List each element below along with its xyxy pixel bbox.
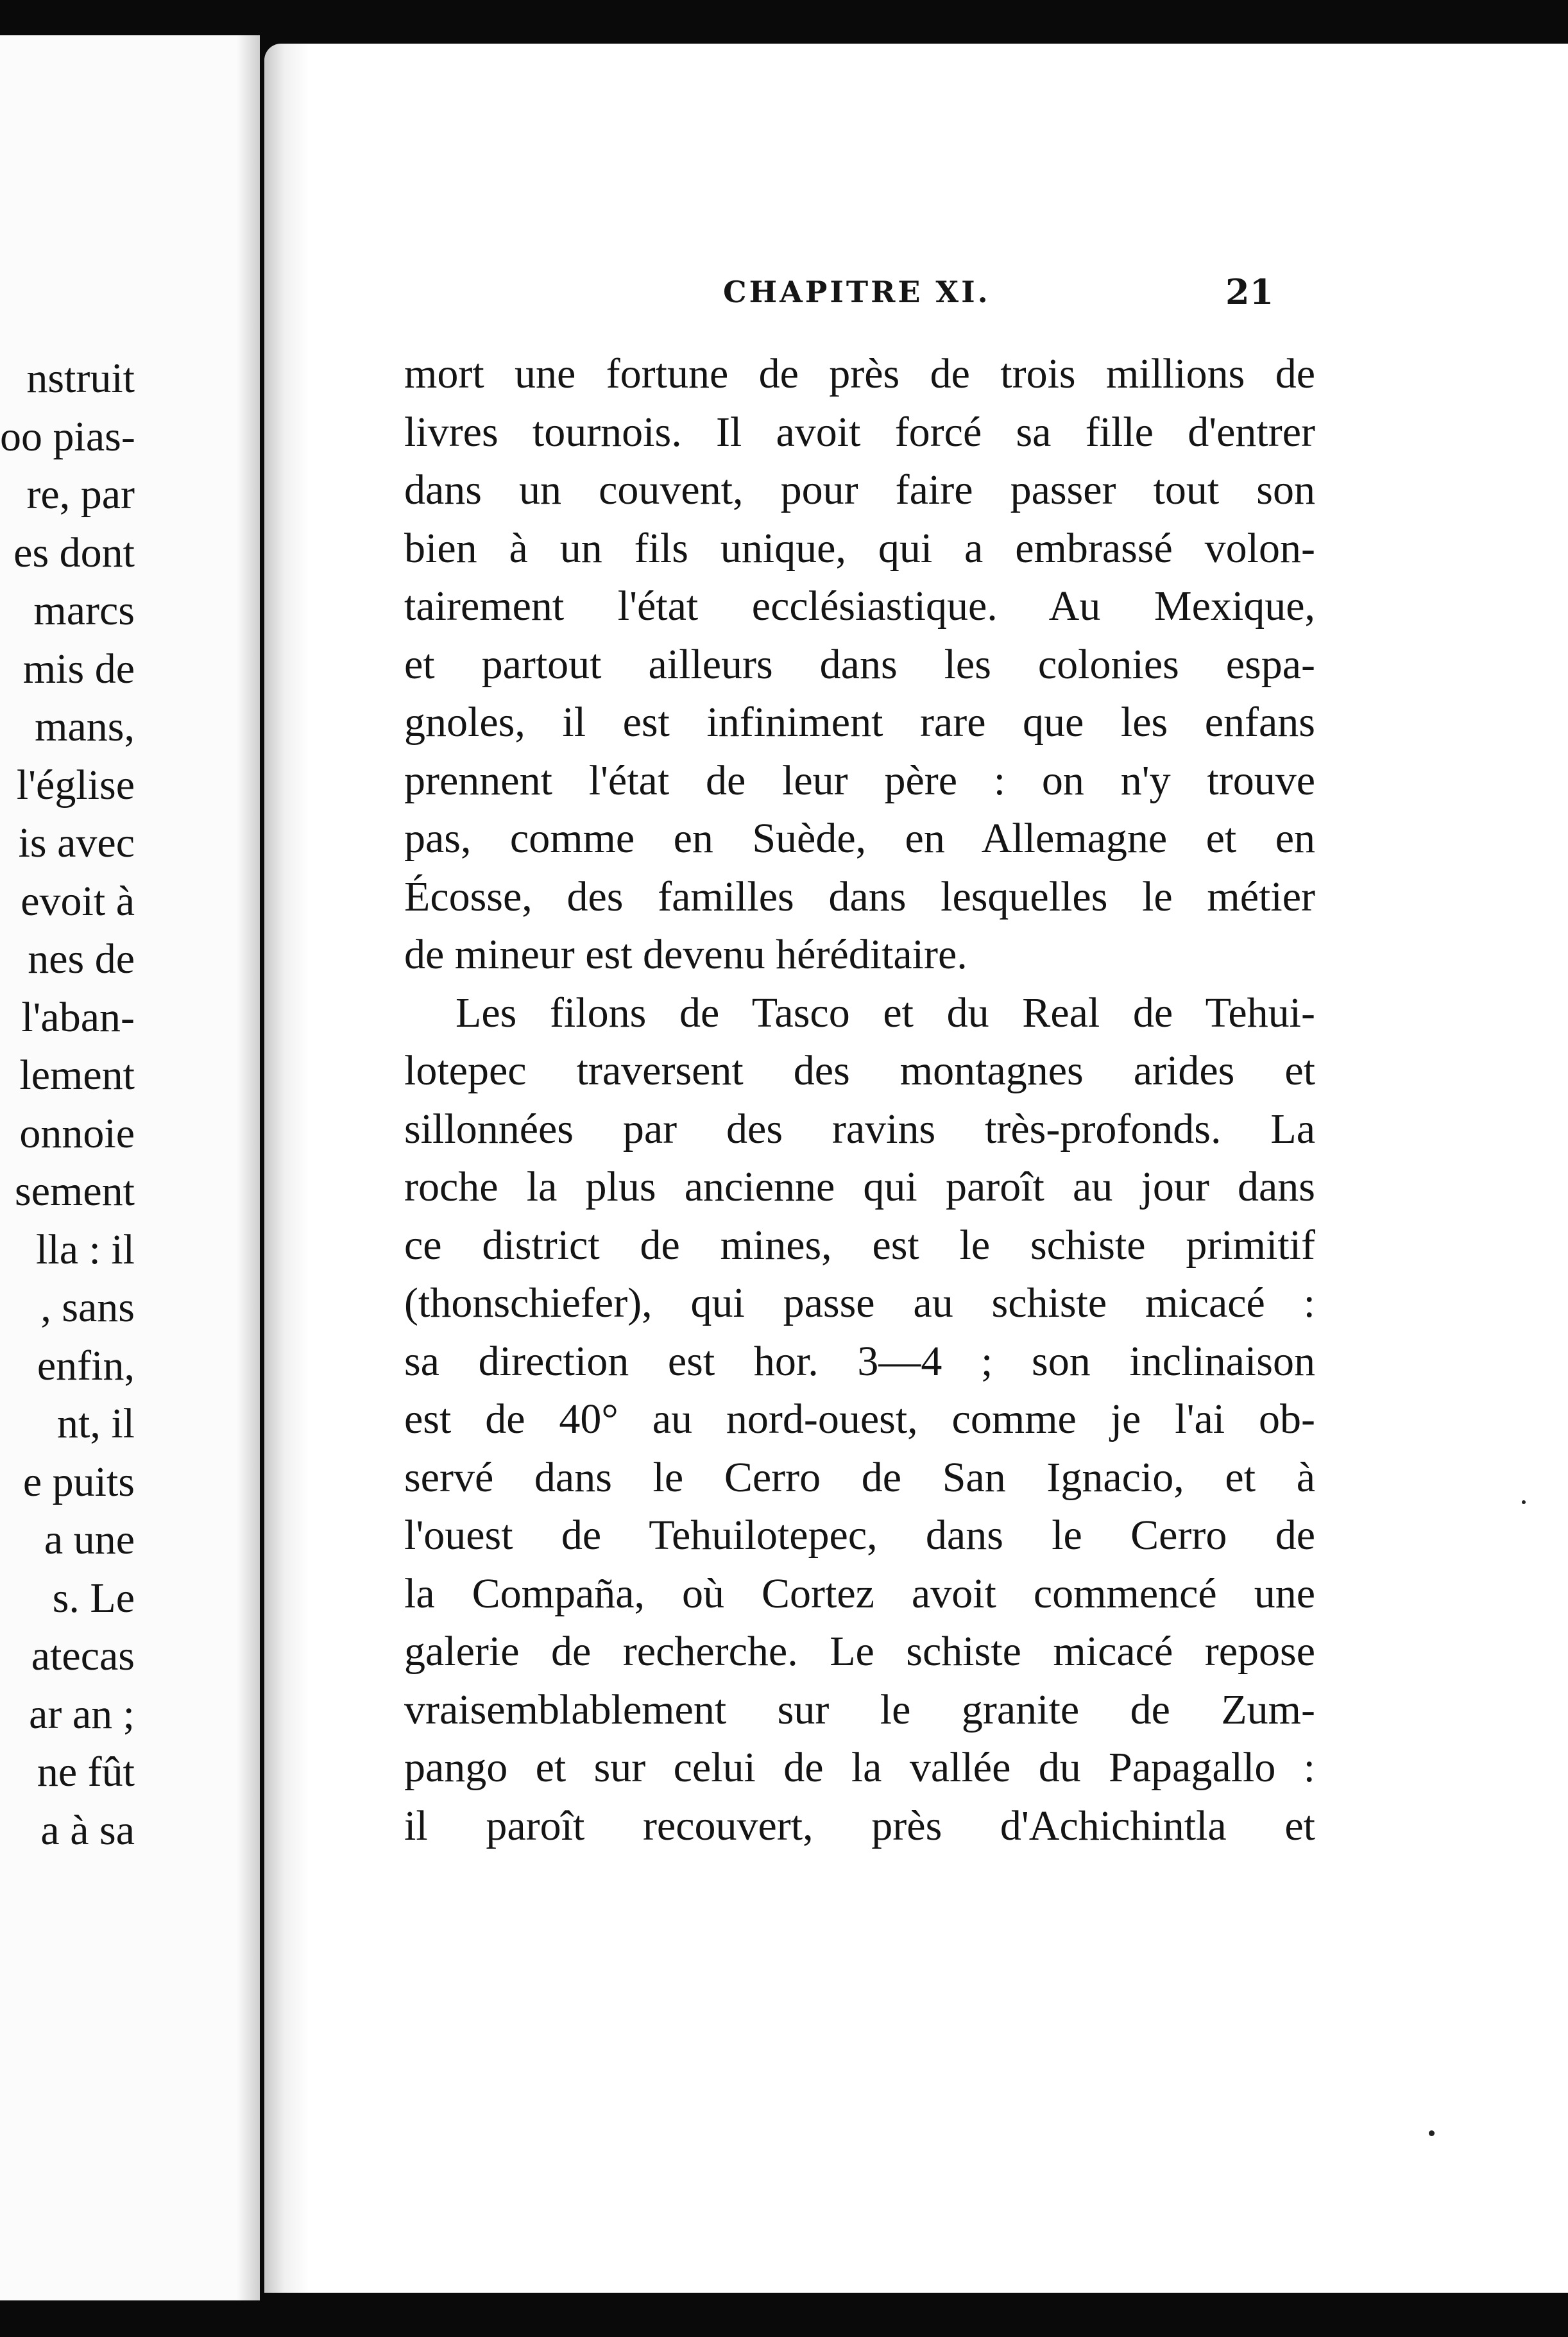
text-line: dans un couvent, pour faire passer tout son	[404, 467, 1315, 513]
text-line: l'ouest de Tehuilotepec, dans le Cerro de	[404, 1512, 1315, 1559]
text-line: gnoles, il est infiniment rare que les enfans	[404, 699, 1315, 746]
text-line: tairement l'état ecclésiastique. Au Mexique,	[404, 583, 1315, 629]
text-line: (thonschiefer), qui passe au schiste micacé :	[404, 1280, 1315, 1326]
left-page-line: e puits	[22, 1458, 135, 1505]
text-line: ce district de mines, est le schiste primitif	[404, 1221, 1315, 1269]
page-number: 21	[1225, 271, 1274, 312]
running-head: CHAPITRE XI.	[723, 275, 991, 309]
left-page-line: is avec	[18, 819, 135, 866]
left-page-line: a une	[44, 1516, 135, 1563]
text-line: est de 40° au nord-ouest, comme je l'ai ob-	[404, 1396, 1315, 1442]
body-text	[404, 345, 1315, 1855]
text-line: roche la plus ancienne qui paroît au jour dans	[404, 1163, 1315, 1210]
left-page-line: re, par	[26, 471, 135, 518]
left-page-line: enfin,	[37, 1342, 135, 1389]
left-page-line: l'aban-	[21, 993, 135, 1041]
left-page-text-column	[0, 350, 135, 1860]
left-page-line: mans,	[35, 703, 135, 750]
left-page-line: nt, il	[56, 1400, 135, 1447]
scan-speck	[1429, 2130, 1435, 2136]
left-page-line: sement	[15, 1168, 135, 1215]
left-page-line: l'église	[16, 761, 135, 809]
left-page-line: evoit à	[21, 877, 135, 925]
left-page-line: onnoie	[19, 1109, 135, 1157]
left-page-line: lement	[19, 1052, 135, 1099]
left-page-line: nes de	[28, 936, 135, 982]
text-line: la Compaña, où Cortez avoit commencé une	[404, 1570, 1315, 1617]
text-line: prennent l'état de leur père : on n'y trouve	[404, 757, 1315, 804]
text-line: bien à un fils unique, qui a embrassé volon-	[404, 524, 1315, 572]
scan-speck	[1522, 1500, 1526, 1504]
text-line-paragraph-end: de mineur est devenu héréditaire.	[404, 931, 967, 978]
text-line: mort une fortune de près de trois millions de	[404, 350, 1315, 397]
left-page-line: marcs	[33, 587, 135, 634]
left-page-line: ne fût	[37, 1749, 135, 1795]
left-page-line: lla : il	[36, 1226, 135, 1273]
text-line: vraisemblablement sur le granite de Zum-	[404, 1686, 1315, 1733]
text-line: et partout ailleurs dans les colonies espa-	[404, 640, 1315, 688]
left-page-line: ar an ;	[29, 1690, 135, 1738]
left-page	[0, 35, 260, 2300]
left-page-line: a à sa	[40, 1806, 135, 1854]
text-line: sillonnées par des ravins très-profonds. La	[404, 1105, 1315, 1152]
left-page-line: s. Le	[52, 1574, 135, 1622]
right-page	[264, 44, 1568, 2293]
left-page-line: mis de	[22, 645, 135, 692]
text-line: servé dans le Cerro de San Ignacio, et à	[404, 1453, 1315, 1501]
text-line: sa direction est hor. 3—4 ; son inclinaison	[404, 1337, 1315, 1385]
text-line: livres tournois. Il avoit forcé sa fille d'entrer	[404, 408, 1315, 456]
text-line: il paroît recouvert, près d'Achichintla et	[404, 1802, 1315, 1849]
text-line: pango et sur celui de la vallée du Papagallo :	[404, 1744, 1315, 1791]
left-page-line: nstruit	[26, 355, 135, 402]
text-line-paragraph-start: Les filons de Tasco et du Real de Tehui-	[456, 989, 1315, 1036]
text-line: lotepec traversent des montagnes arides et	[404, 1047, 1315, 1094]
left-page-line: atecas	[31, 1632, 135, 1679]
text-line: pas, comme en Suède, en Allemagne et en	[404, 815, 1315, 862]
left-page-line: oo pias-	[0, 413, 135, 460]
left-page-line: es dont	[13, 529, 135, 576]
text-line: galerie de recherche. Le schiste micacé repose	[404, 1628, 1315, 1675]
text-line: Écosse, des familles dans lesquelles le métier	[404, 873, 1315, 920]
left-page-line: , sans	[40, 1284, 135, 1331]
